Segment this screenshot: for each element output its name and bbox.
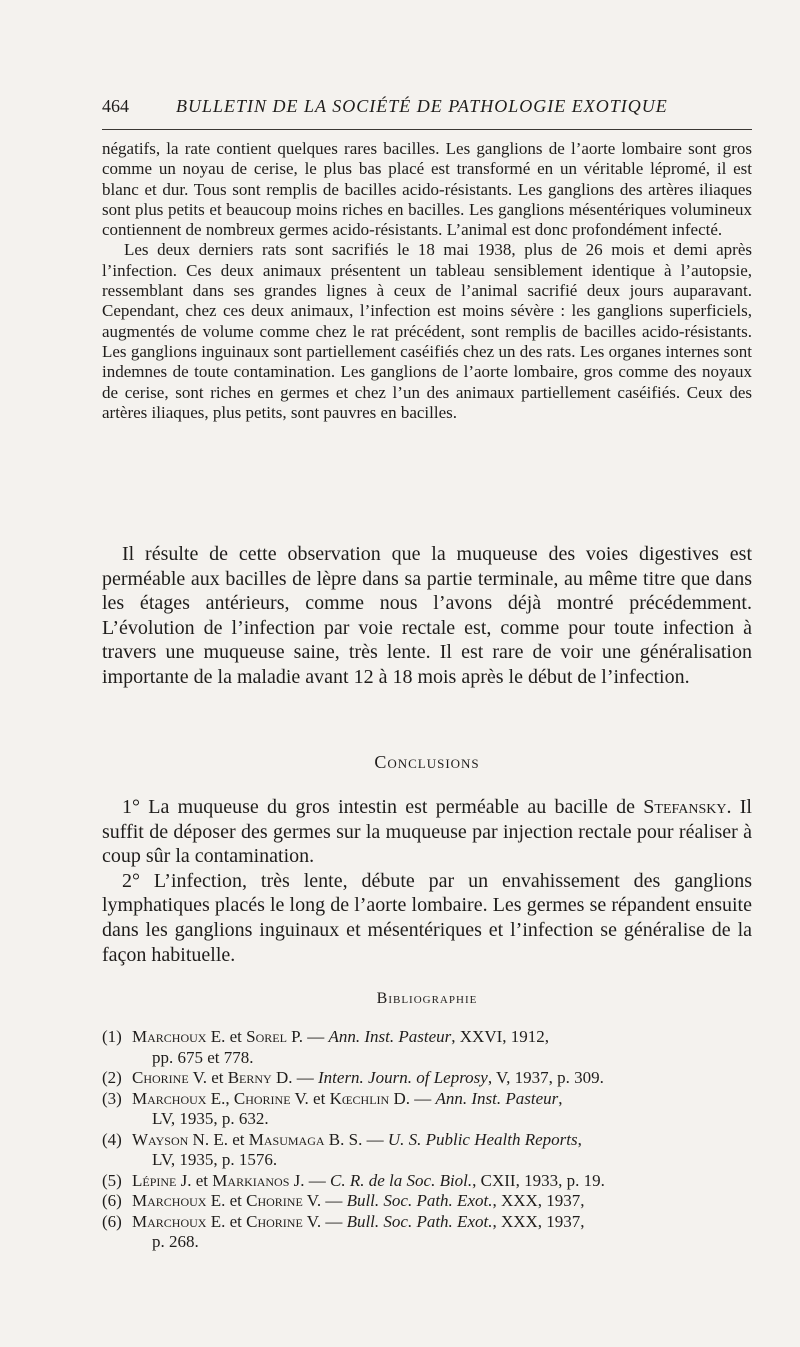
reference-journal: Bull. Soc. Path. Exot. <box>346 1211 493 1231</box>
reference-journal: Intern. Journ. of Leprosy <box>318 1068 488 1087</box>
reference-author: Wayson <box>132 1129 189 1149</box>
reference-text: V. — <box>302 1191 347 1210</box>
paragraph-summary: Il résulte de cette observation que la muqueuse des voies digestives est perméable aux bacilles de lèpre dans sa partie terminale, au même titre que dans les étages antérieurs, comme nous l’avons déjà montré précédemment. L’évolution de l’infection par voie rectale est, comme pour toute infection à travers une muqueuse saine, très lente. Il est rare de voir une généralisation importante de la maladie avant 12 à 18 mois après le début de l’infection. <box>102 543 752 688</box>
conclusion-2: 2° L’infection, très lente, débute par un envahissement des ganglions lymphatiques placés le long de l’aorte lombaire. Les germes se répandent ensuite dans les ganglions inguinaux et mésentériques et l’infection se généralise de la façon habituelle. <box>102 869 752 966</box>
reference-details: , XXX, 1937, <box>492 1191 585 1210</box>
reference-author: Chorine <box>132 1068 189 1087</box>
reference-details: , <box>558 1088 563 1108</box>
conclusion-1 <box>102 795 752 869</box>
reference-text: N. E. et <box>188 1129 249 1149</box>
reference-item <box>102 1212 752 1253</box>
reference-text: D. — <box>271 1068 319 1087</box>
reference-author: Chorine <box>246 1191 303 1210</box>
reference-text: J. — <box>289 1170 331 1190</box>
reference-author: Marchoux <box>132 1191 207 1210</box>
summary-paragraph-block <box>102 542 752 690</box>
reference-item <box>102 1027 752 1068</box>
reference-text: V. et <box>188 1068 228 1087</box>
reference-continuation: pp. 675 et 778. <box>152 1047 254 1067</box>
reference-author: Kœchlin <box>329 1088 390 1108</box>
bibliography-heading: Bibliographie <box>376 990 478 1007</box>
conclusions-heading: Conclusions <box>374 752 480 772</box>
reference-author: Marchoux <box>132 1027 207 1046</box>
reference-text: E., <box>206 1088 234 1108</box>
reference-author: Masumaga <box>248 1129 325 1149</box>
conclusion-1-start: 1° La muqueuse du gros intestin est perméable au bacille de <box>122 796 644 818</box>
header-rule <box>102 129 752 130</box>
reference-item <box>102 1089 752 1130</box>
reference-author: Sorel <box>246 1027 287 1046</box>
reference-author: Lépine <box>132 1170 177 1190</box>
paragraph-autopsy: Les deux derniers rats sont sacrifiés le 18 mai 1938, plus de 26 mois et demi après l’infection. Ces deux animaux présentent un tableau sensiblement identique à l’autopsie, ressemblant dans ses grandes lignes à ceux de l’animal sacrifié deux jours auparavant. Cependant, chez ces deux animaux, l’infection est moins sévère : les ganglions superficiels, augmentés de volume comme chez le rat précédent, sont remplis de bacilles acido-résistants. Les ganglions inguinaux sont partiellement caséifiés chez un des rats. Les organes internes sont indemnes de toute contamination. Les ganglions de l’aorte lombaire, gros comme des noyaux de cerise, sont riches en germes et chez l’un des animaux partiellement caséifiés. Ceux des artères iliaques, plus petits, sont pauvres en bacilles. <box>102 240 752 422</box>
reference-number: (5) <box>102 1170 122 1190</box>
reference-journal: Ann. Inst. Pasteur <box>328 1027 452 1046</box>
reference-text: V. — <box>302 1211 347 1231</box>
reference-journal: Ann. Inst. Pasteur <box>435 1088 559 1108</box>
reference-text: D. — <box>389 1088 436 1108</box>
reference-journal: Bull. Soc. Path. Exot. <box>346 1191 493 1210</box>
reference-item <box>102 1068 752 1089</box>
reference-author: Chorine <box>233 1088 291 1108</box>
paragraph-continued: négatifs, la rate contient quelques rares bacilles. Les ganglions de l’aorte lombaire sont gros comme un noyau de cerise, le plus bas placé est transformé en un véritable lépromé, il est blanc et dur. Tous sont remplis de bacilles acido-résistants. Les ganglions des artères iliaques sont plus petits et beaucoup moins riches en bacilles. Les ganglions mésentériques volumineux contiennent de nombreux germes acido-résistants. L’animal est donc profondément infecté. <box>102 139 752 240</box>
page-header <box>102 94 752 128</box>
reference-journal: U. S. Public Health Reports <box>387 1129 578 1149</box>
reference-text: V. et <box>290 1088 330 1108</box>
reference-number: (6) <box>102 1191 122 1210</box>
small-text-block <box>102 139 752 423</box>
reference-continuation: p. 268. <box>152 1232 199 1251</box>
conclusion-1-end: . Il suffit de déposer des germes sur la muqueuse par injection rectale pour réaliser à coup sûr la contamination. <box>102 796 752 868</box>
reference-details: , <box>577 1129 582 1149</box>
reference-text: B. S. — <box>324 1129 388 1149</box>
reference-author: Berny <box>227 1068 272 1087</box>
reference-text: P. — <box>286 1027 329 1046</box>
reference-number: (3) <box>102 1088 122 1108</box>
reference-author: Chorine <box>246 1211 303 1231</box>
reference-author: Marchoux <box>132 1211 207 1231</box>
reference-item <box>102 1130 752 1171</box>
reference-continuation: LV, 1935, p. 632. <box>152 1109 269 1128</box>
conclusion-1-name: Stefansky <box>643 796 727 818</box>
reference-item <box>102 1191 752 1212</box>
reference-author: Marchoux <box>132 1088 207 1108</box>
reference-details: , V, 1937, p. 309. <box>487 1068 604 1087</box>
conclusions-block <box>102 795 752 967</box>
reference-number: (6) <box>102 1211 122 1231</box>
reference-text: E. et <box>206 1027 247 1046</box>
reference-item <box>102 1171 752 1192</box>
page-number: 464 <box>102 96 129 116</box>
bibliography-list <box>102 1027 752 1253</box>
reference-details: , CXII, 1933, p. 19. <box>472 1170 605 1190</box>
reference-continuation: LV, 1935, p. 1576. <box>152 1150 278 1169</box>
reference-text: E. et <box>206 1191 247 1210</box>
reference-number: (2) <box>102 1068 122 1087</box>
reference-text: J. et <box>176 1170 213 1190</box>
reference-details: , XXVI, 1912, <box>451 1027 550 1046</box>
running-title: BULLETIN DE LA SOCIÉTÉ DE PATHOLOGIE EXOTIQUE <box>176 96 668 116</box>
reference-number: (1) <box>102 1027 122 1046</box>
reference-author: Markianos <box>212 1170 290 1190</box>
reference-details: , XXX, 1937, <box>492 1211 585 1231</box>
reference-text: E. et <box>206 1211 247 1231</box>
reference-number: (4) <box>102 1129 122 1149</box>
reference-journal: C. R. de la Soc. Biol. <box>330 1170 473 1190</box>
